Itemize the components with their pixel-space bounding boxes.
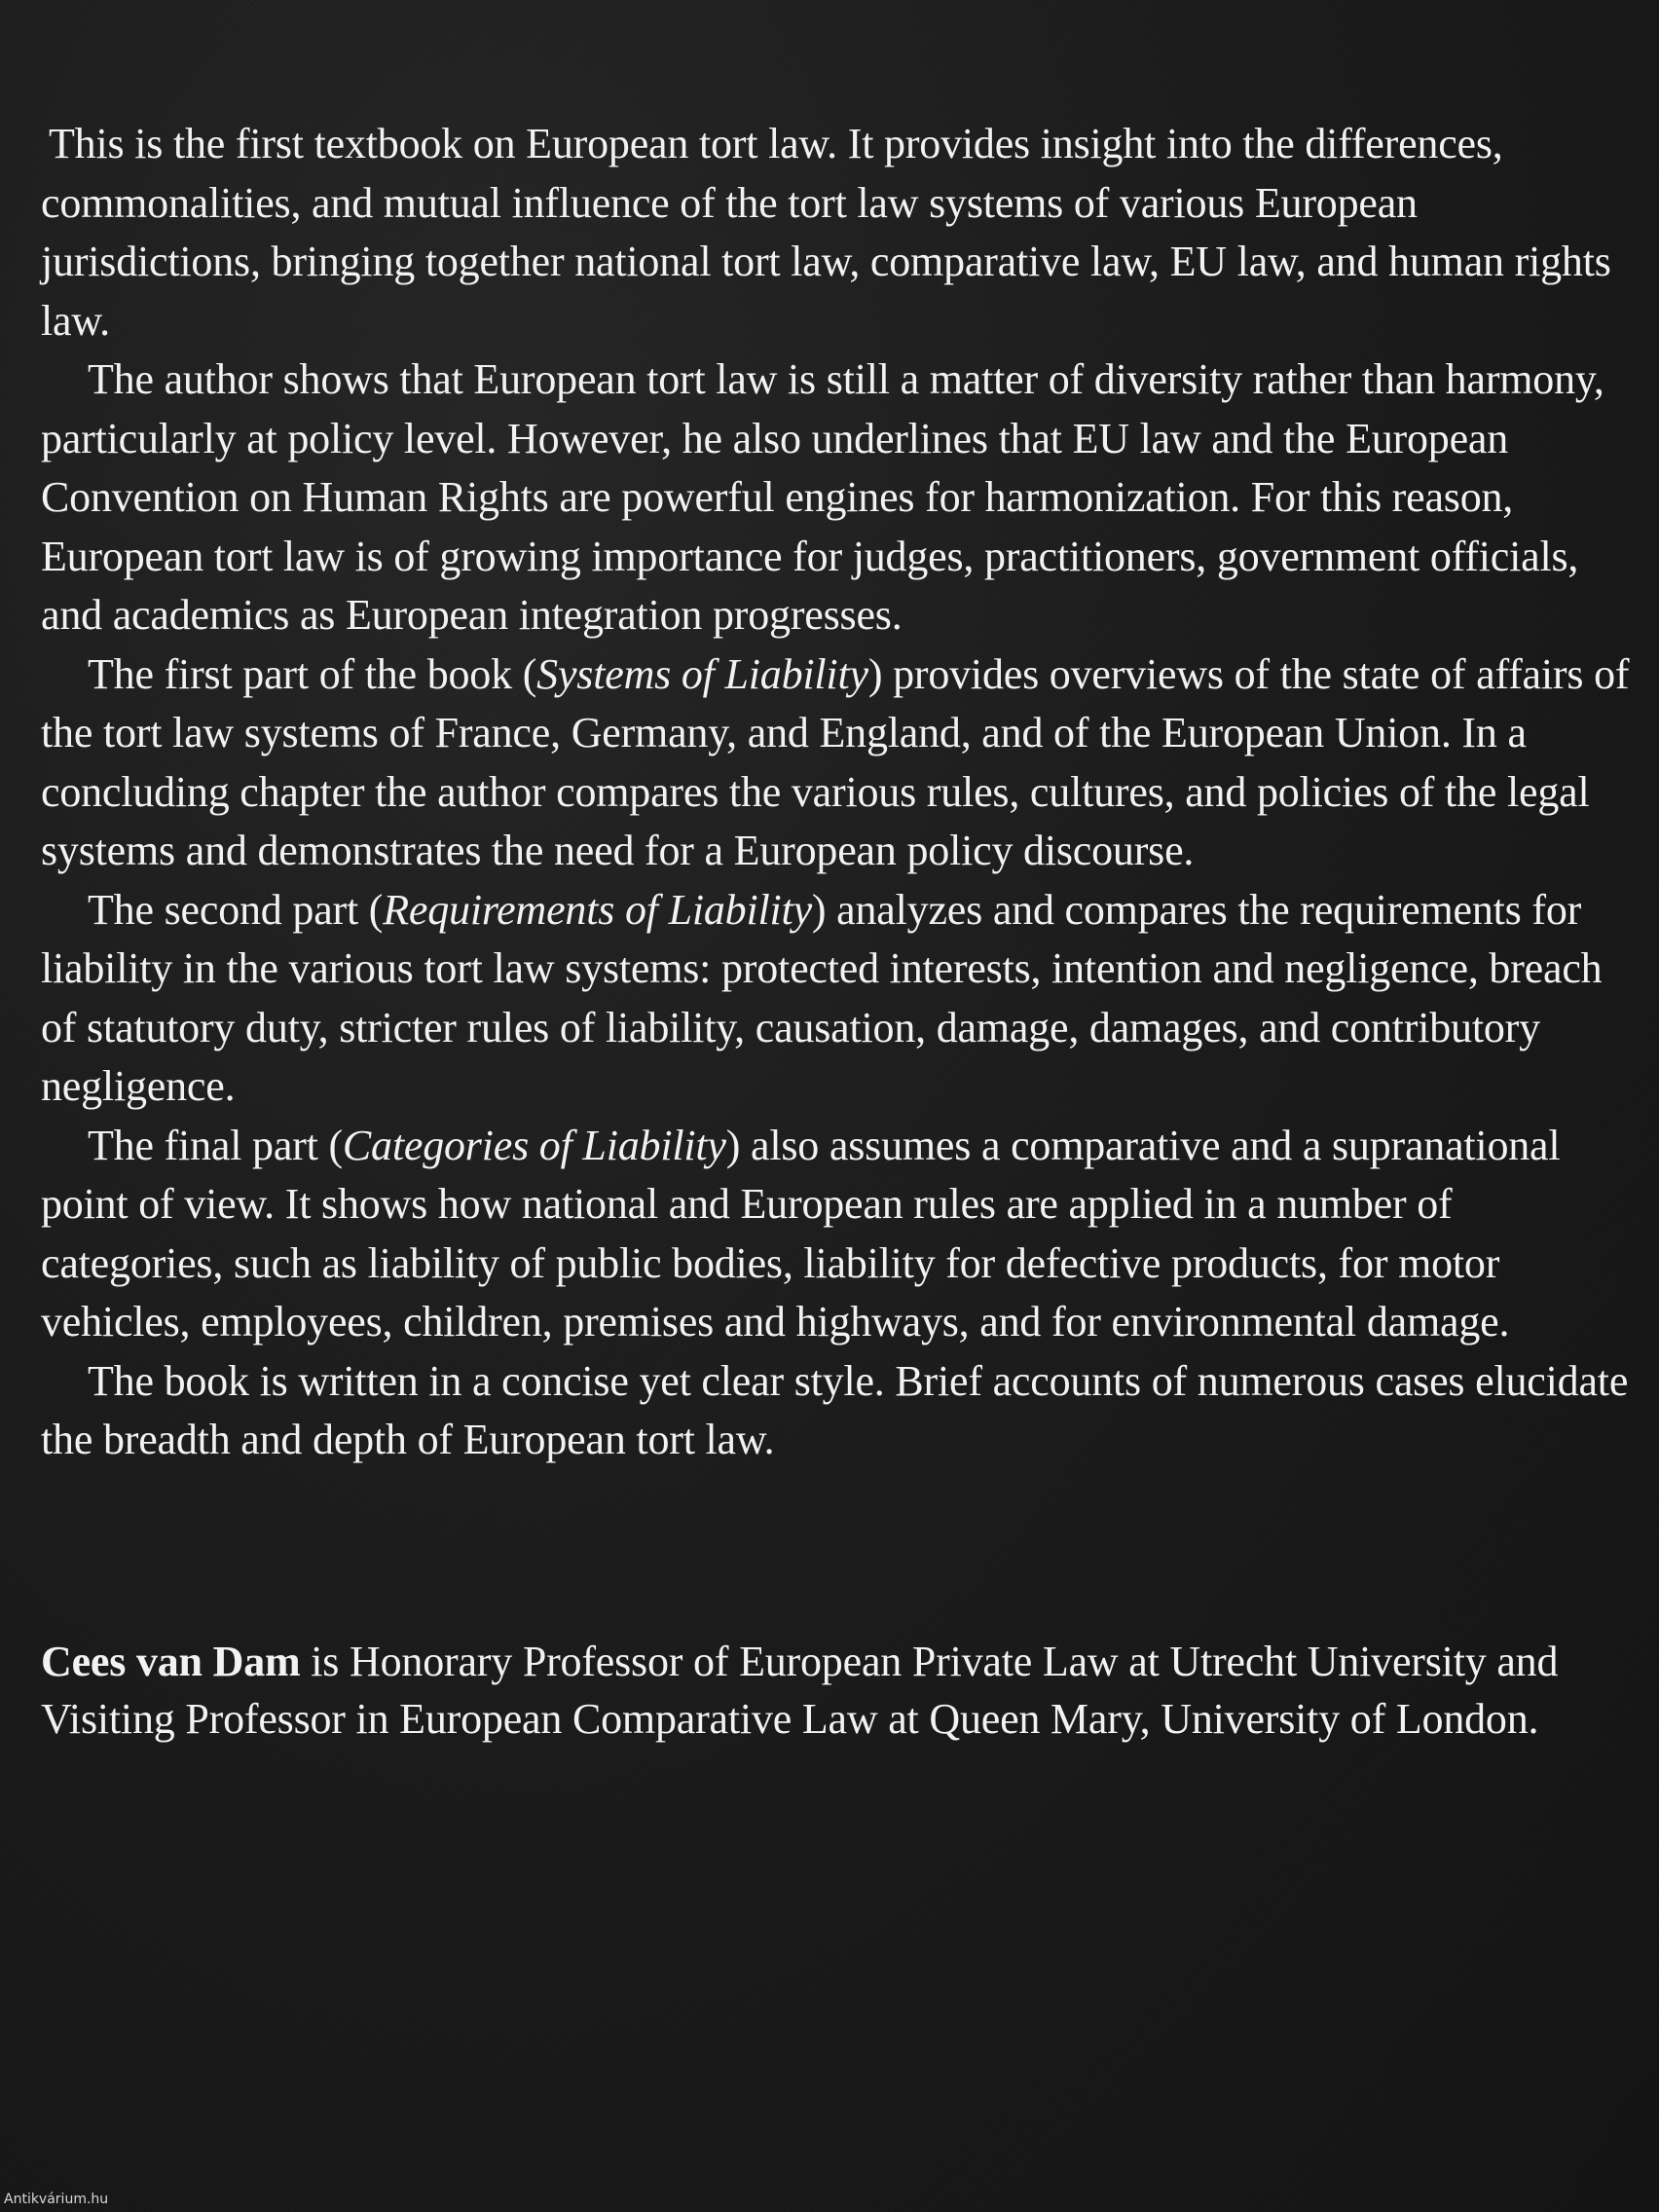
- author-bio-paragraph: [41, 1633, 1638, 1748]
- paragraph-5-lead: The final part (: [88, 1121, 343, 1169]
- paragraph-3-lead: The first part of the book (: [88, 649, 537, 698]
- description-paragraph-2: The author shows that European tort law is still a matter of diversity rather than harmony, particularly at policy level. However, he also underlines that EU law and the European Convention on Human Rights are powerful engines for harmonization. For this reason, European tort law is of growing importance for judges, practitioners, government officials, and academics as European integration progresses.: [41, 355, 1604, 639]
- watermark-text: Antikvárium.hu: [4, 2192, 109, 2207]
- description-paragraph-1: This is the first textbook on European tort law. It provides insight into the differences, commonalities, and mutual influence of the tort law systems of various European jurisdictions, bringing together national tort law, comparative law, EU law, and human rights law.: [41, 120, 1611, 345]
- paragraph-3-body: ) provides overviews of the state of affairs of the tort law systems of France, Germany, and England, and of the European Union. In a concluding chapter the author compares the various rules, cultures, and policies of the legal systems and demonstrates the need for a European policy discourse.: [41, 649, 1630, 874]
- author-bio: [41, 1633, 1638, 1748]
- author-bio-text: is Honorary Professor of European Private Law at Utrecht University and Visiting Professor in European Comparative Law at Queen Mary, University of London.: [41, 1638, 1559, 1743]
- part-title-requirements-of-liability: Requirements of Liability: [383, 885, 812, 934]
- paragraph-4-body: ) analyzes and compares the requirements for liability in the various tort law systems: protected interests, intention and negligence, breach of statutory duty, stricter rules of liability, causation, damage, damages, and contributory negligence.: [41, 885, 1603, 1110]
- description-paragraph-6: The book is written in a concise yet clear style. Brief accounts of numerous cases elucidate the breadth and depth of European tort law.: [41, 1356, 1629, 1463]
- description-paragraph-3: [41, 645, 1638, 881]
- author-name: Cees van Dam: [41, 1638, 301, 1685]
- book-description: [41, 115, 1638, 1470]
- paragraph-5-body: ) also assumes a comparative and a supranational point of view. It shows how national and European rules are applied in a number of categories, such as liability of public bodies, liability for defective products, for motor vehicles, employees, children, premises and highways, and for environmental damage.: [41, 1121, 1561, 1346]
- part-title-systems-of-liability: Systems of Liability: [536, 649, 868, 698]
- description-paragraph-5: [41, 1117, 1638, 1352]
- paragraph-4-lead: The second part (: [88, 885, 384, 934]
- description-paragraph-4: [41, 881, 1638, 1117]
- part-title-categories-of-liability: Categories of Liability: [342, 1121, 726, 1169]
